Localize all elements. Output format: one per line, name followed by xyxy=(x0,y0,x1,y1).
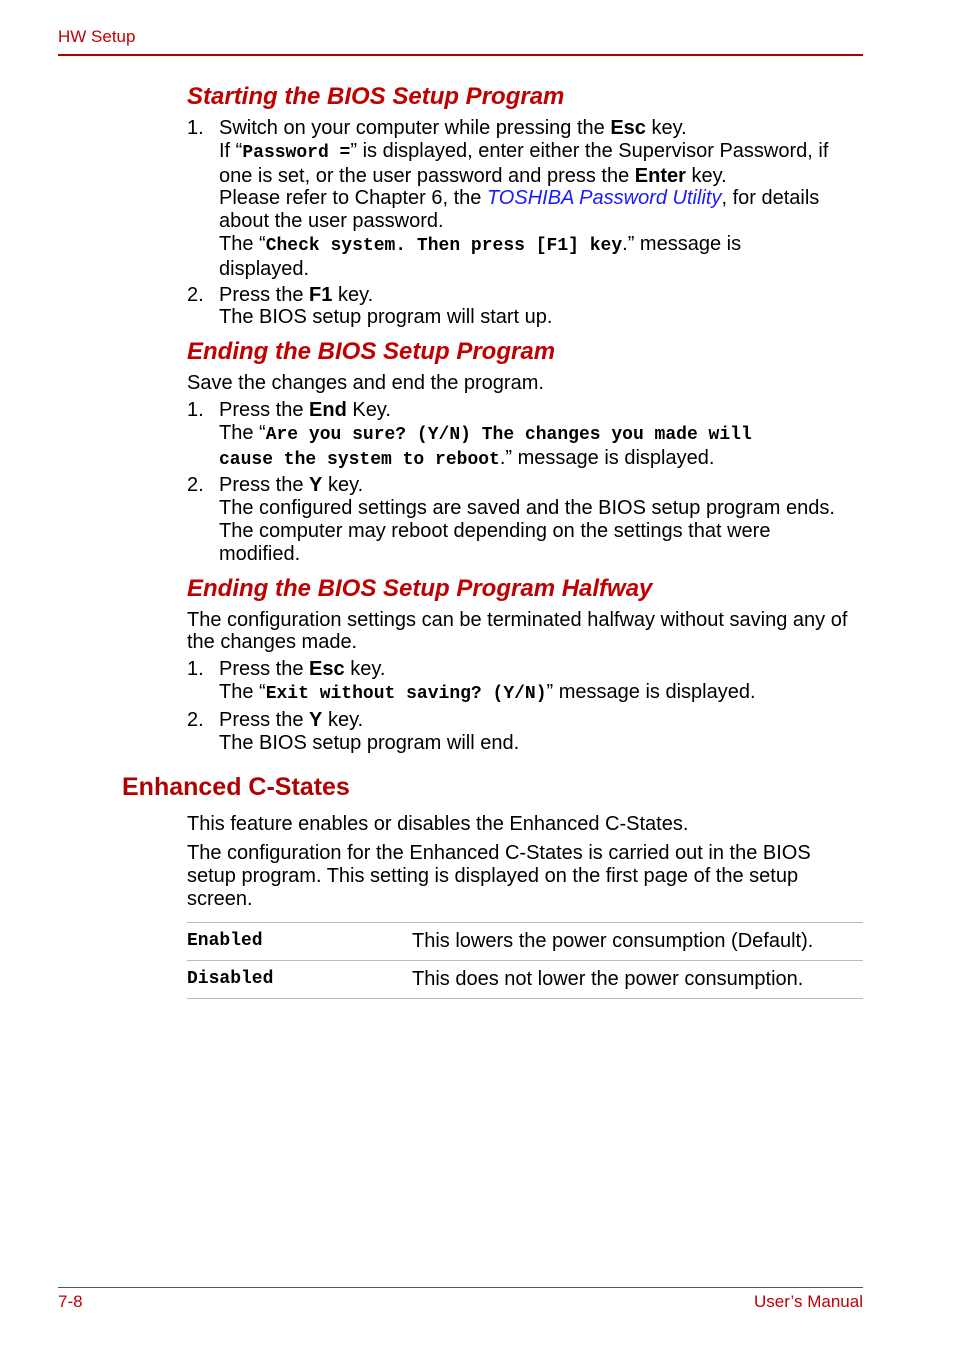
page-number: 7-8 xyxy=(58,1292,83,1311)
sections xyxy=(122,82,867,911)
text-line xyxy=(219,258,867,281)
text-line xyxy=(219,497,867,520)
text-line xyxy=(219,681,867,706)
list-item xyxy=(187,284,867,330)
text-span: modified. xyxy=(219,542,301,565)
option-name: Enabled xyxy=(187,922,412,960)
paragraph xyxy=(187,609,867,655)
text-span: Press the xyxy=(219,658,310,681)
key-name: F1 xyxy=(309,283,333,306)
text-span: key. xyxy=(322,708,364,731)
code-text: Check system. Then press [F1] key xyxy=(265,235,623,256)
list-number: 1. xyxy=(187,398,204,421)
text-line xyxy=(187,813,867,836)
key-name: End xyxy=(309,398,347,421)
list-item xyxy=(187,709,867,755)
text-line xyxy=(219,447,867,472)
text-line xyxy=(219,732,867,755)
text-span: key. xyxy=(322,474,364,497)
text-line xyxy=(219,709,867,732)
text-span: key. xyxy=(645,117,687,139)
text-span: about the user password. xyxy=(219,210,444,233)
text-line xyxy=(219,399,867,422)
text-line xyxy=(219,520,867,543)
text-line xyxy=(219,140,867,165)
text-line xyxy=(219,658,867,681)
key-name: Esc xyxy=(610,117,646,139)
text-span: .” message is xyxy=(622,232,742,255)
manual-title: User’s Manual xyxy=(754,1292,863,1311)
text-line xyxy=(187,609,867,632)
page-content xyxy=(122,82,867,999)
key-name: Y xyxy=(309,708,323,731)
option-name: Disabled xyxy=(187,960,412,998)
key-name: Y xyxy=(309,474,323,497)
text-span: ” message is displayed. xyxy=(546,680,756,703)
text-line xyxy=(219,422,867,447)
list-number: 1. xyxy=(187,658,204,681)
option-description: This does not lower the power consumption. xyxy=(412,960,863,998)
text-line xyxy=(187,372,867,395)
text-span: The computer may reboot depending on the settings that were xyxy=(219,519,771,542)
text-span: Please refer to Chapter 6, the xyxy=(219,187,487,210)
running-header: HW Setup xyxy=(58,27,136,46)
text-span: The configured settings are saved and the BIOS setup program ends. xyxy=(219,497,835,520)
text-line xyxy=(219,543,867,566)
key-name: Esc xyxy=(309,658,345,681)
text-line xyxy=(219,233,867,258)
text-span: setup program. This setting is displayed on the first page of the setup xyxy=(187,864,799,887)
list-number: 2. xyxy=(187,283,204,306)
table-row xyxy=(187,922,863,960)
cross-reference-link[interactable]: TOSHIBA Password Utility xyxy=(486,187,722,210)
text-line xyxy=(219,306,867,329)
text-line xyxy=(187,842,867,865)
text-span: key. xyxy=(685,164,727,187)
text-span: displayed. xyxy=(219,257,310,280)
list-item xyxy=(187,399,867,471)
text-line xyxy=(219,165,867,188)
text-span: key. xyxy=(332,283,374,306)
text-span: .” message is displayed. xyxy=(499,446,715,469)
text-span: Press the xyxy=(219,474,310,497)
option-description: This lowers the power consumption (Default). xyxy=(412,922,863,960)
text-line xyxy=(187,888,867,911)
text-span: The BIOS setup program will end. xyxy=(219,731,520,754)
text-line xyxy=(219,210,867,233)
text-span: Press the xyxy=(219,398,310,421)
section-heading: Enhanced C-States xyxy=(122,773,350,802)
text-line xyxy=(187,631,867,654)
list-number: 2. xyxy=(187,474,204,497)
text-span: one is set, or the user password and press the xyxy=(219,164,635,187)
paragraph xyxy=(187,813,867,836)
code-text: Exit without saving? (Y/N) xyxy=(265,683,547,704)
text-span: , for details xyxy=(721,187,820,210)
list-number: 1. xyxy=(187,117,204,139)
text-span: The BIOS setup program will start up. xyxy=(219,306,553,329)
text-span: Press the xyxy=(219,283,310,306)
text-span: The configuration settings can be terminated halfway without saving any of xyxy=(187,608,848,631)
code-text: Password = xyxy=(242,142,351,163)
text-span: Key. xyxy=(346,398,391,421)
text-line xyxy=(219,474,867,497)
header-rule xyxy=(58,54,863,56)
text-line xyxy=(219,187,867,210)
footer-rule xyxy=(58,1287,863,1288)
key-name: Enter xyxy=(634,164,686,187)
section-heading: Ending the BIOS Setup Program xyxy=(187,338,556,366)
text-line xyxy=(219,284,867,307)
section-heading: Ending the BIOS Setup Program Halfway xyxy=(187,574,653,602)
text-span: screen. xyxy=(187,887,253,910)
list-item xyxy=(187,117,867,281)
list-item xyxy=(187,658,867,706)
text-span: Switch on your computer while pressing the xyxy=(219,117,611,139)
text-span: This feature enables or disables the Enhanced C-States. xyxy=(187,813,689,836)
code-text: Are you sure? (Y/N) The changes you made will xyxy=(265,424,752,445)
table-row xyxy=(187,960,863,998)
text-span: The “ xyxy=(219,680,266,703)
section-heading: Starting the BIOS Setup Program xyxy=(187,83,565,110)
paragraph xyxy=(187,372,867,395)
code-text: cause the system to reboot xyxy=(219,449,500,470)
text-span: Save the changes and end the program. xyxy=(187,372,544,395)
text-span: The “ xyxy=(219,232,266,255)
text-span: the changes made. xyxy=(187,631,358,654)
list-item xyxy=(187,474,867,565)
paragraph xyxy=(187,842,867,910)
text-span: ” is displayed, enter either the Supervisor Password, if xyxy=(350,139,829,162)
text-span: The “ xyxy=(219,421,266,444)
text-line xyxy=(187,865,867,888)
text-span: If “ xyxy=(219,139,243,162)
text-line xyxy=(219,117,867,140)
options-table xyxy=(187,922,863,999)
text-span: key. xyxy=(344,658,386,681)
list-number: 2. xyxy=(187,708,204,731)
text-span: The configuration for the Enhanced C-States is carried out in the BIOS xyxy=(187,842,811,865)
text-span: Press the xyxy=(219,708,310,731)
